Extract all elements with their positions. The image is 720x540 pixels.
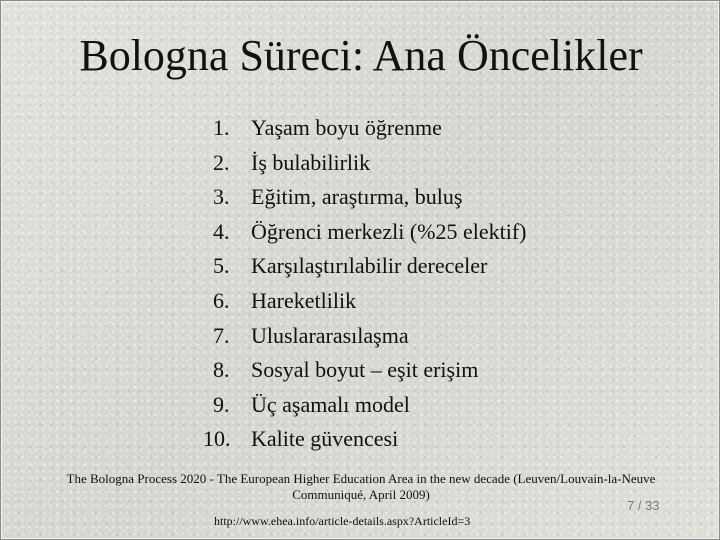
- item-text: Üç aşamalı model: [251, 391, 410, 417]
- item-number: 10.: [203, 426, 231, 452]
- list-item: [203, 422, 526, 457]
- list-item: [213, 388, 526, 423]
- source-link[interactable]: http://www.ehea.info/article-details.aspx?ArticleId=3: [214, 514, 471, 528]
- item-number: 3.: [213, 184, 230, 210]
- item-text: Hareketlilik: [251, 287, 357, 313]
- item-text: Eğitim, araştırma, buluş: [251, 184, 463, 210]
- item-text: Kalite güvencesi: [251, 426, 399, 452]
- item-text: Sosyal boyut – eşit erişim: [251, 357, 479, 383]
- item-number: 6.: [213, 287, 230, 313]
- item-number: 9.: [213, 391, 230, 417]
- list-item: [213, 215, 526, 250]
- citation: [1, 471, 720, 503]
- citation-line-1: The Bologna Process 2020 - The European Higher Education Area in the new decade (Leuven/Louvain-la-Neuve: [66, 471, 656, 486]
- list-item: [213, 111, 526, 146]
- list-item: [213, 146, 526, 181]
- priority-list: [203, 111, 527, 457]
- slide-title: Bologna Süreci: Ana Öncelikler: [79, 31, 643, 80]
- list-item: [213, 180, 526, 215]
- item-number: 1.: [213, 115, 230, 140]
- list-item: [213, 353, 526, 388]
- item-text: Öğrenci merkezli (%25 elektif): [251, 218, 527, 244]
- list-item: [213, 284, 526, 319]
- item-text: Yaşam boyu öğrenme: [251, 115, 442, 140]
- item-number: 7.: [213, 322, 230, 348]
- item-number: 5.: [213, 253, 230, 279]
- item-text: Uluslararasılaşma: [251, 322, 409, 348]
- item-text: Karşılaştırılabilir dereceler: [251, 253, 488, 279]
- citation-line-2: Communiqué, April 2009): [292, 487, 430, 502]
- item-text: İş bulabilirlik: [251, 149, 371, 175]
- item-number: 8.: [213, 357, 230, 383]
- list-item: [213, 319, 526, 354]
- item-number: 2.: [213, 149, 230, 175]
- page-number: 7 / 33: [627, 498, 660, 513]
- list-item: [213, 249, 526, 284]
- item-number: 4.: [213, 218, 230, 244]
